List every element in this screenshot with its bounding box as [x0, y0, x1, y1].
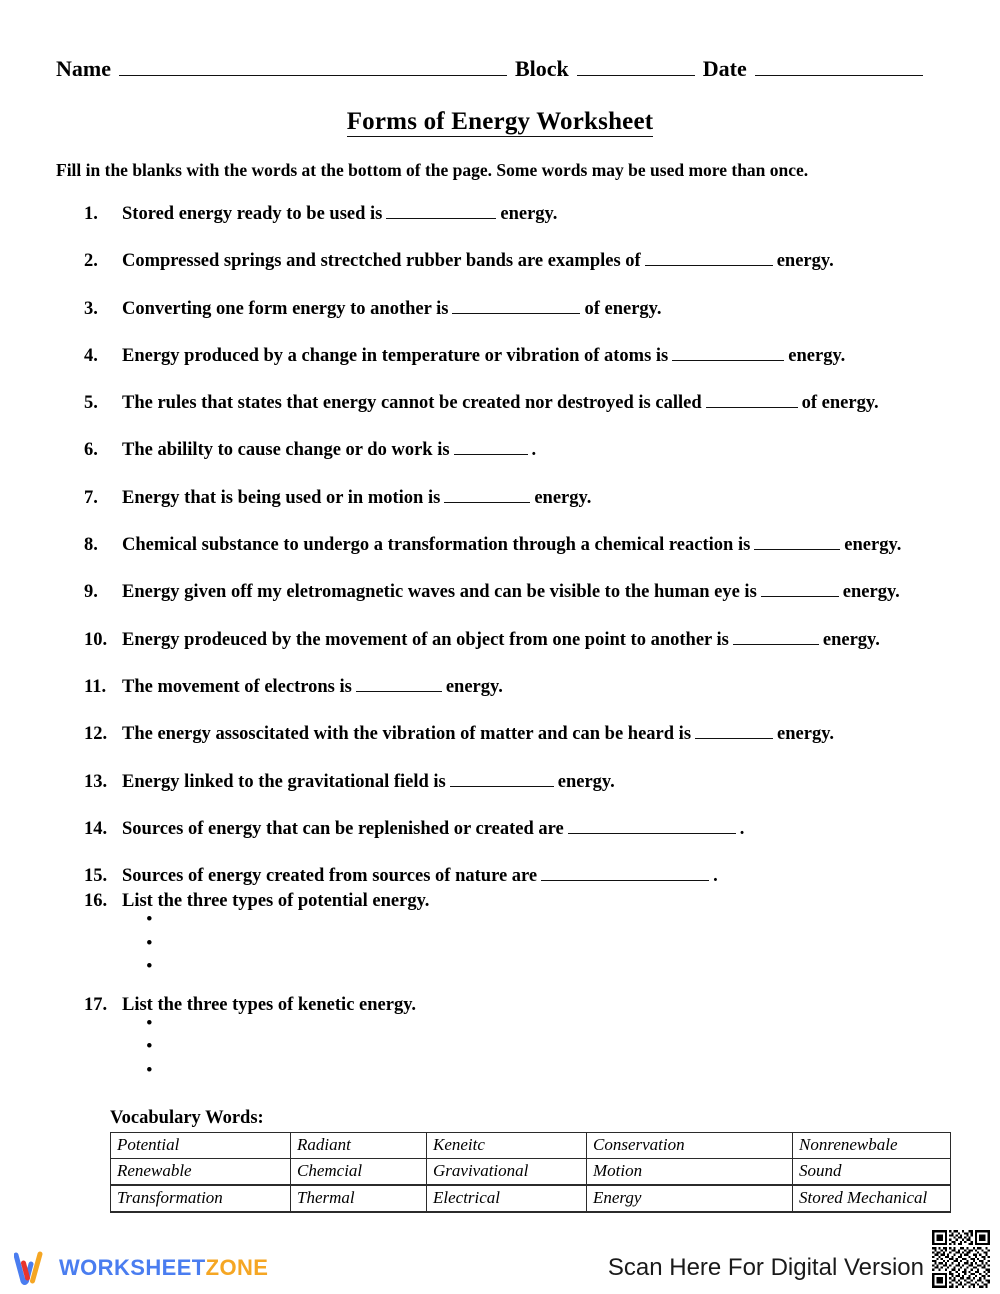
worksheet-zone-logo[interactable]: [14, 1251, 268, 1285]
question-number: 10.: [84, 629, 108, 650]
question-item: [84, 393, 970, 414]
question-text: Energy given off my eletromagnetic waves and can be visible to the human eye is: [122, 582, 757, 603]
question-text: Converting one form energy to another is: [122, 298, 449, 319]
question-number: 5.: [84, 393, 98, 414]
question-text: The energy assoscitated with the vibration of matter and can be heard is: [122, 724, 692, 745]
table-row: [111, 1185, 951, 1212]
question-text: Chemical substance to undergo a transformation through a chemical reaction is: [122, 535, 751, 556]
answer-blank[interactable]: [761, 595, 839, 597]
answer-blank[interactable]: [733, 643, 819, 645]
bullet-answer-line[interactable]: [146, 1020, 970, 1044]
bullet-answer-line[interactable]: [146, 916, 970, 940]
question-text: Energy prodeuced by the movement of an object from one point to another is: [122, 629, 729, 650]
vocab-word: Gravivational: [427, 1159, 587, 1186]
question-text: Stored energy ready to be used is: [122, 204, 383, 224]
answer-blank[interactable]: [356, 690, 442, 692]
answer-blank[interactable]: [754, 548, 840, 550]
question-text-after: .: [531, 440, 537, 461]
question-item: [84, 204, 970, 225]
question-text-after: energy.: [842, 582, 900, 603]
question-text: Energy linked to the gravitational field is: [122, 771, 446, 792]
question-number: 12.: [84, 724, 108, 745]
worksheet-zone-mark-icon: [14, 1251, 50, 1285]
bullet-answer-line[interactable]: [146, 1067, 970, 1091]
qr-code[interactable]: [930, 1228, 992, 1290]
block-label: Block: [514, 56, 569, 81]
answer-blank[interactable]: [386, 217, 496, 219]
vocab-word: Thermal: [291, 1185, 427, 1212]
answer-blank[interactable]: [645, 264, 773, 266]
question-item: [84, 346, 970, 367]
vocabulary-label: Vocabulary Words:: [110, 1108, 264, 1128]
scan-prompt-text: Scan Here For Digital Version: [607, 1254, 924, 1281]
bullet-answer-line[interactable]: [146, 940, 970, 964]
vocab-word: Motion: [587, 1159, 793, 1186]
question-text-after: energy.: [500, 204, 558, 224]
answer-blank[interactable]: [695, 737, 773, 739]
question-text-after: of energy.: [801, 393, 879, 414]
vocab-word: Keneitc: [427, 1133, 587, 1159]
answer-blank[interactable]: [568, 832, 736, 834]
brand-text-worksheet: WORKSHEET: [59, 1255, 206, 1280]
potential-energy-bullet-list: [84, 916, 970, 987]
answer-blank[interactable]: [452, 312, 580, 314]
question-text: Energy produced by a change in temperature or vibration of atoms is: [122, 345, 669, 366]
question-text: Sources of energy created from sources of nature are: [122, 866, 538, 887]
page-title: [0, 108, 1000, 136]
question-number: 2.: [84, 251, 98, 272]
question-item: [84, 251, 970, 272]
question-text-after: energy.: [788, 345, 846, 366]
vocab-word: Chemcial: [291, 1159, 427, 1186]
vocab-word: Transformation: [111, 1185, 291, 1212]
page-title-text: Forms of Energy Worksheet: [346, 108, 654, 135]
question-text-after: energy.: [557, 771, 615, 792]
question-item: [84, 630, 970, 651]
question-item: [84, 535, 970, 556]
question-number: 11.: [84, 676, 107, 697]
question-item: [84, 724, 970, 745]
vocab-word: Sound: [793, 1159, 951, 1186]
question-item: [84, 488, 970, 509]
question-number: 16.: [84, 891, 108, 912]
answer-blank[interactable]: [444, 501, 530, 503]
question-text-after: .: [713, 866, 718, 887]
bullet-answer-line[interactable]: [146, 1043, 970, 1067]
question-item: [84, 440, 970, 461]
question-text-after: energy.: [445, 676, 503, 697]
question-number: 1.: [84, 204, 98, 224]
question-number: 4.: [84, 345, 98, 366]
question-text-after: energy.: [844, 535, 902, 556]
date-blank-line[interactable]: [755, 74, 923, 76]
vocab-word: Energy: [587, 1185, 793, 1212]
question-text-after: energy.: [822, 629, 880, 650]
question-number: 14.: [84, 818, 108, 839]
question-number: 8.: [84, 535, 98, 556]
table-row: [111, 1159, 951, 1186]
vocabulary-table: [110, 1132, 951, 1213]
brand-text-zone: ZONE: [205, 1255, 269, 1280]
vocab-word: Electrical: [427, 1185, 587, 1212]
question-text: Energy that is being used or in motion is: [122, 487, 441, 508]
name-label: Name: [56, 56, 111, 81]
block-blank-line[interactable]: [577, 74, 695, 76]
question-number: 7.: [84, 487, 98, 508]
answer-blank[interactable]: [450, 785, 554, 787]
question-text: The movement of electrons is: [122, 676, 352, 697]
answer-blank[interactable]: [672, 359, 784, 361]
question-number: 6.: [84, 440, 98, 461]
question-number: 9.: [84, 582, 98, 603]
question-text: List the three types of potential energy.: [122, 891, 430, 912]
question-text-after: energy.: [534, 487, 592, 508]
vocab-word: Potential: [111, 1133, 291, 1159]
question-text-after: .: [739, 818, 745, 839]
student-info-row: [56, 56, 944, 82]
page-footer: [0, 1230, 1000, 1294]
question-item: [84, 677, 970, 698]
vocab-word: Radiant: [291, 1133, 427, 1159]
instructions-text: Fill in the blanks with the words at the bottom of the page. Some words may be used more than once.: [56, 160, 809, 180]
question-text: The abililty to cause change or do work is: [122, 440, 450, 461]
question-item: [84, 995, 970, 1016]
question-text: The rules that states that energy cannot be created nor destroyed is called: [122, 393, 702, 414]
vocabulary-section: [110, 1108, 950, 1213]
bullet-answer-line[interactable]: [146, 963, 970, 987]
question-text-after: of energy.: [584, 298, 662, 319]
date-label: Date: [702, 56, 747, 81]
kinetic-energy-bullet-list: [84, 1020, 970, 1091]
table-row: [111, 1133, 951, 1159]
question-number: 13.: [84, 771, 108, 792]
vocab-word: Renewable: [111, 1159, 291, 1186]
name-blank-line[interactable]: [119, 74, 507, 76]
question-item: [84, 299, 970, 320]
brand-wordmark: [59, 1255, 268, 1281]
question-text-after: energy.: [777, 724, 835, 745]
question-number: 15.: [84, 866, 108, 887]
qr-code-icon: [930, 1228, 992, 1290]
question-text: Sources of energy that can be replenished or created are: [122, 818, 564, 839]
question-text: List the three types of kenetic energy.: [122, 994, 417, 1015]
answer-blank[interactable]: [706, 406, 798, 408]
vocab-word: Nonrenewbale: [793, 1133, 951, 1159]
question-list: [84, 204, 970, 1090]
question-item: [84, 891, 970, 912]
question-item: [84, 582, 970, 603]
question-text-after: energy.: [776, 251, 834, 272]
vocab-word: Stored Mechanical: [793, 1185, 951, 1212]
question-text: Compressed springs and strectched rubber bands are examples of: [122, 251, 641, 272]
answer-blank[interactable]: [454, 453, 528, 455]
vocab-word: Conservation: [587, 1133, 793, 1159]
question-item: [84, 819, 970, 840]
question-number: 17.: [84, 994, 108, 1015]
question-item: [84, 772, 970, 793]
answer-blank[interactable]: [541, 879, 709, 881]
question-number: 3.: [84, 298, 98, 319]
question-item: [84, 866, 970, 887]
